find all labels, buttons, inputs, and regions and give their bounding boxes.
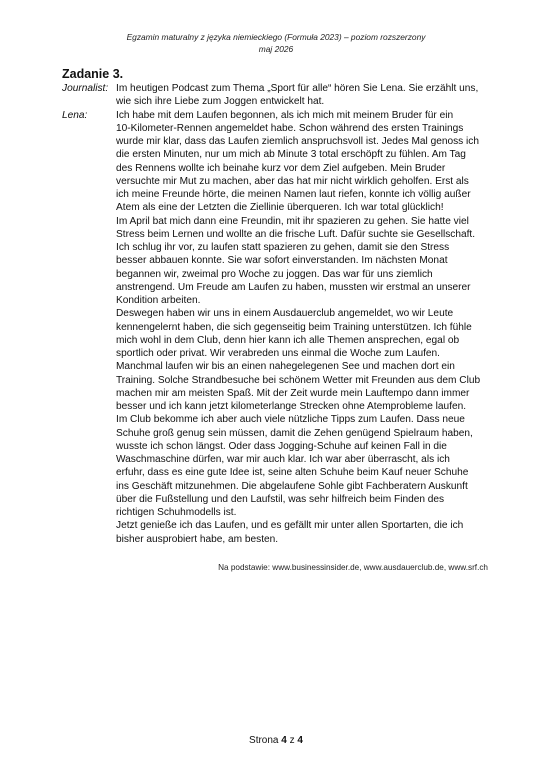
- exam-header-date: maj 2026: [258, 44, 294, 54]
- task-title: Zadanie 3.: [62, 67, 124, 81]
- text-line: besser und ich kann jetzt kilometerlange Strecken ohne Atemprobleme laufen.: [116, 401, 467, 412]
- text-line: sportlich oder privat. Wir verabreden uns einmal die Woche zum Laufen.: [116, 348, 440, 359]
- exam-header-title: Egzamin maturalny z języka niemieckiego (Formuła 2023) – poziom rozszerzony: [126, 32, 426, 42]
- text-line: Jetzt genieße ich das Laufen, und es gefällt mir unter allen Sportarten, die ich: [116, 520, 464, 532]
- text-line: über die Fußstellung und den Laufstil, was sehr hilfreich beim Finden des: [116, 493, 445, 505]
- text-line: begannen wir, zweimal pro Woche zu joggen. Das war für uns ziemlich: [116, 268, 433, 280]
- journalist-turn: [62, 82, 492, 109]
- text-line: besser abbauen konnte. Sie war sofort einverstanden. Im nächsten Monat: [116, 255, 448, 267]
- page-footer: [0, 735, 552, 746]
- page-label: Strona: [249, 735, 279, 746]
- text-line: wie sich ihre Liebe zum Joggen entwickelt hat.: [116, 96, 325, 108]
- page-number: 4: [281, 735, 287, 746]
- text-line: Im Club bekomme ich aber auch viele nützliche Tipps zum Laufen. Dass neue: [116, 414, 465, 426]
- text-line: wusste ich schon längst. Oder dass Jogging-Schuhe auf keinen Fall in die: [116, 440, 447, 452]
- text-line: Ich habe mit dem Laufen begonnen, als ich mich mit meinem Bruder für ein: [116, 109, 454, 121]
- text-line: anstrengend. Um Freude am Laufen zu haben, mussten wir erstmal an unserer: [116, 281, 471, 293]
- text-line: Training. Solche Strandbesuche bei schönem Wetter mit Freunden aus dem Club: [116, 374, 481, 386]
- text-line: Manchmal laufen wir bis an einen nahegelegenen See und machen dort ein: [116, 361, 455, 373]
- page-total: 4: [297, 735, 303, 746]
- transcript: [62, 82, 492, 546]
- lena-turn: [62, 109, 492, 308]
- text-line: machen mir am meisten Spaß. Mit der Zeit wurde mein Lauftempo dann immer: [116, 387, 470, 399]
- text-line: Im heutigen Podcast zum Thema „Sport für alle“ hören Sie Lena. Sie erzählt uns,: [116, 83, 479, 94]
- text-line: ich meine Freunde hörte, die meinen Namen laut riefen, konnte ich völlig außer: [116, 189, 471, 200]
- text-line: 10-Kilometer-Rennen angemeldet habe. Schon während des ersten Trainings: [116, 122, 464, 134]
- text-line: ins Geschäft mitzunehmen. Die abgelaufene Sohle gibt Fachberatern Auskunft: [116, 480, 468, 492]
- text-line: Stress beim Lernen und wollte an die frische Luft. Dafür suchte sie Gesellschaft.: [116, 228, 476, 240]
- text-line: kennengelernt haben, die sich gegenseitig beim Training unterstützen. Ich fühle: [116, 321, 472, 333]
- text-line: versuchte mir Mut zu machen, aber das hat mir nicht wirklich geholfen. Erst als: [116, 175, 469, 187]
- text-line: Deswegen haben wir uns in einem Ausdauerclub angemeldet, wo wir Leute: [116, 308, 454, 320]
- text-line: Waschmaschine dürfen, war mir auch klar. Ich war aber überrascht, als ich: [116, 454, 450, 465]
- lena-text: [116, 109, 492, 308]
- text-line: bisher ausprobiert habe, am besten.: [116, 533, 279, 545]
- text-line: erfuhr, dass es eine gute Idee ist, seine alten Schuhe beim Kauf neuer Schuhe: [116, 467, 469, 479]
- text-line: Schuhe groß genug sein müssen, damit die Zehen genügend Spielraum haben,: [116, 427, 473, 439]
- page-separator: z: [289, 735, 295, 746]
- text-line: Im April bat mich dann eine Freundin, mit ihr spazieren zu gehen. Sie hatte viel: [116, 215, 469, 227]
- text-line: des Rennens wollte ich beinahe kurz vor dem Ziel aufgeben. Mein Bruder: [116, 162, 446, 174]
- text-line: Ich schlug ihr vor, zu laufen statt spazieren zu gehen, damit sie den Stress: [116, 242, 450, 253]
- journalist-text: [116, 82, 492, 109]
- text-line: richtigen Schuhmodells ist.: [116, 507, 237, 518]
- exam-header: [0, 31, 552, 55]
- text-line: wurde mir klar, dass das Laufen ziemlich anspruchsvoll ist. Jedes Mal genoss ich: [116, 136, 479, 147]
- speaker-lena: Lena:: [62, 109, 88, 121]
- text-line: mich wohl in dem Club, denn hier kann ich alle Themen ansprechen, egal ob: [116, 334, 460, 346]
- text-line: Atem als eine der Letzten die Ziellinie überqueren. Ich war total glücklich!: [116, 202, 444, 214]
- text-line: Kondition arbeiten.: [116, 295, 201, 306]
- speaker-journalist: Journalist:: [62, 83, 109, 94]
- text-line: die ersten Minuten, nur um mich ab Minute 3 total erschöpft zu fühlen. Am Tag: [116, 149, 466, 161]
- lena-text-continued: [62, 307, 492, 546]
- source-citation: Na podstawie: www.businessinsider.de, www.ausdauerclub.de, www.srf.ch: [218, 563, 488, 572]
